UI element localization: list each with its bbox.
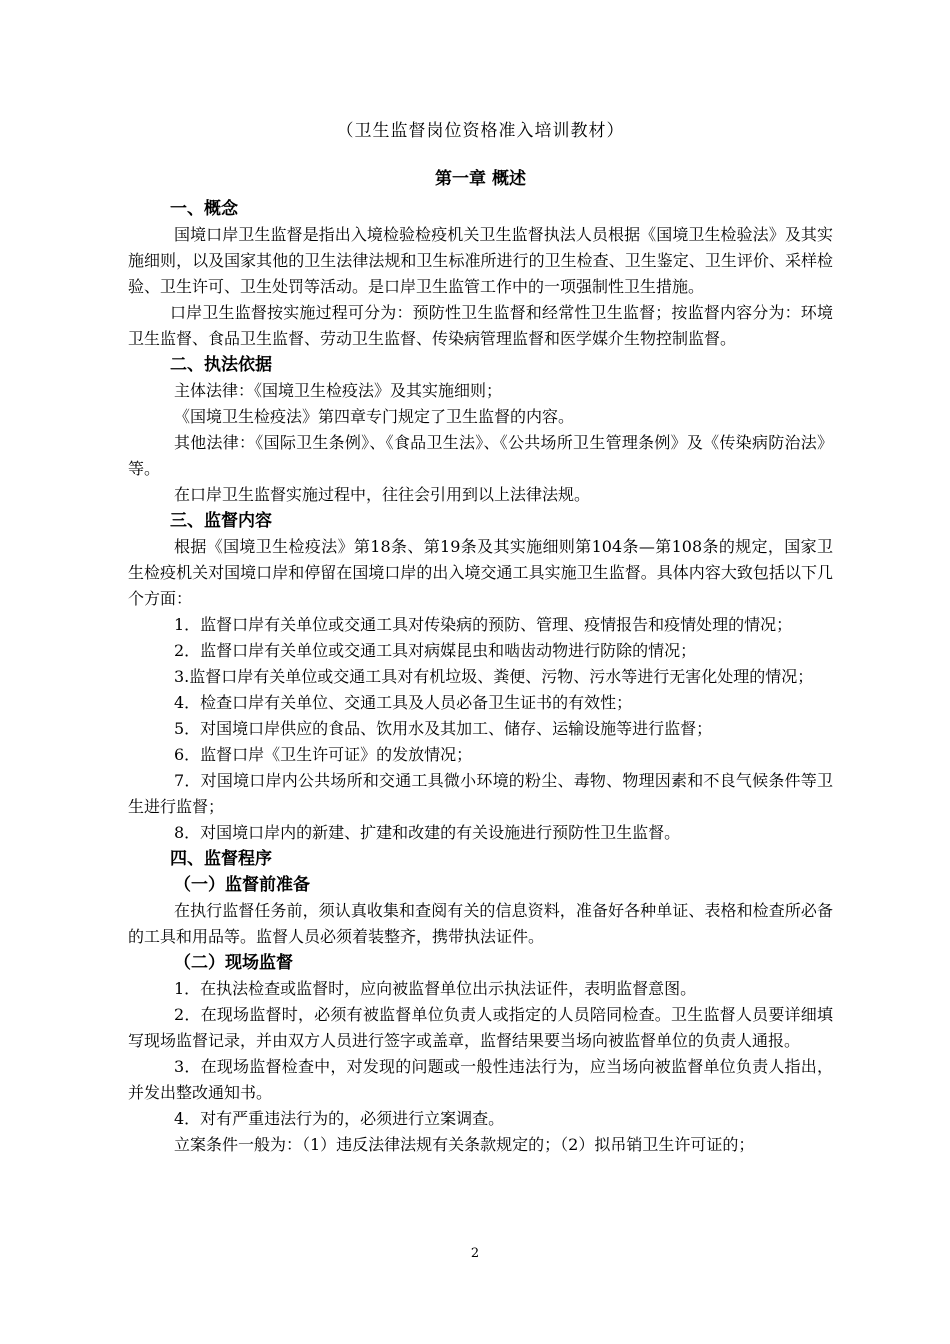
section-heading-supervision-procedure: 四、监督程序: [170, 849, 272, 869]
section-heading-concept: 一、概念: [170, 199, 238, 219]
paragraph: 在口岸卫生监督实施过程中，往往会引用到以上法律法规。: [174, 485, 591, 504]
list-item: 4．对有严重违法行为的，必须进行立案调查。: [174, 1109, 505, 1128]
document-body: [128, 118, 833, 1158]
list-item: 1．监督口岸有关单位或交通工具对传染病的预防、管理、疫情报告和疫情处理的情况；: [174, 615, 793, 634]
subsection-heading-onsite: （二）现场监督: [174, 953, 293, 973]
page-number: 2: [470, 1246, 480, 1261]
section-heading-legal-basis: 二、执法依据: [170, 355, 272, 375]
list-item: 3.监督口岸有关单位或交通工具对有机垃圾、粪便、污物、污水等进行无害化处理的情况；: [174, 667, 814, 686]
list-item: 4．检查口岸有关单位、交通工具及人员必备卫生证书的有效性；: [174, 693, 633, 712]
section-heading-supervision-content: 三、监督内容: [170, 511, 272, 531]
paragraph: 《国境卫生检疫法》第四章专门规定了卫生监督的内容。: [174, 407, 575, 426]
list-item: 立案条件一般为：（1）违反法律法规有关条款规定的；（2）拟吊销卫生许可证的；: [174, 1135, 755, 1154]
paragraph: 主体法律：《国境卫生检疫法》及其实施细则；: [174, 381, 503, 400]
list-item: 3．在现场监督检查中，对发现的问题或一般性违法行为，应当场向被监督单位负责人指出，并发出整改通知书。: [128, 1057, 833, 1102]
list-item: 1．在执法检查或监督时，应向被监督单位出示执法证件，表明监督意图。: [174, 979, 697, 998]
paragraph: 在执行监督任务前，须认真收集和查阅有关的信息资料，准备好各种单证、表格和检查所必备的工具和用品等。监督人员必须着装整齐，携带执法证件。: [128, 901, 833, 946]
list-item: 6．监督口岸《卫生许可证》的发放情况；: [174, 745, 473, 764]
list-item: 5．对国境口岸供应的食品、饮用水及其加工、储存、运输设施等进行监督；: [174, 719, 713, 738]
paragraph: 国境口岸卫生监督是指出入境检验检疫机关卫生监督执法人员根据《国境卫生检验法》及其实施细则，以及国家其他的卫生法律法规和卫生标准所进行的卫生检查、卫生鉴定、卫生评价、采样检验、卫生许可、卫生处罚等活动。是口岸卫生监管工作中的一项强制性卫生措施。: [128, 225, 833, 296]
paragraph: 口岸卫生监督按实施过程可分为：预防性卫生监督和经常性卫生监督；按监督内容分为：环境卫生监督、食品卫生监督、劳动卫生监督、传染病管理监督和医学媒介生物控制监督。: [128, 303, 833, 348]
list-item: 7．对国境口岸内公共场所和交通工具微小环境的粉尘、毒物、物理因素和不良气候条件等卫生进行监督；: [128, 771, 833, 816]
paragraph: 根据《国境卫生检疫法》第18条、第19条及其实施细则第104条—第108条的规定，国家卫生检疫机关对国境口岸和停留在国境口岸的出入境交通工具实施卫生监督。具体内容大致包括以下几个方面：: [128, 537, 833, 608]
chapter-title: 第一章 概述: [435, 169, 526, 189]
document-subtitle: （卫生监督岗位资格准入培训教材）: [336, 121, 625, 141]
list-item: 2．监督口岸有关单位或交通工具对病媒昆虫和啮齿动物进行防除的情况；: [174, 641, 697, 660]
list-item: 8．对国境口岸内的新建、扩建和改建的有关设施进行预防性卫生监督。: [174, 823, 681, 842]
list-item: 2．在现场监督时，必须有被监督单位负责人或指定的人员陪同检查。卫生监督人员要详细填写现场监督记录，并由双方人员进行签字或盖章，监督结果要当场向被监督单位的负责人通报。: [128, 1005, 833, 1050]
paragraph: 其他法律：《国际卫生条例》、《食品卫生法》、《公共场所卫生管理条例》及《传染病防治法》等。: [128, 433, 833, 478]
subsection-heading-preparation: （一）监督前准备: [174, 875, 310, 895]
